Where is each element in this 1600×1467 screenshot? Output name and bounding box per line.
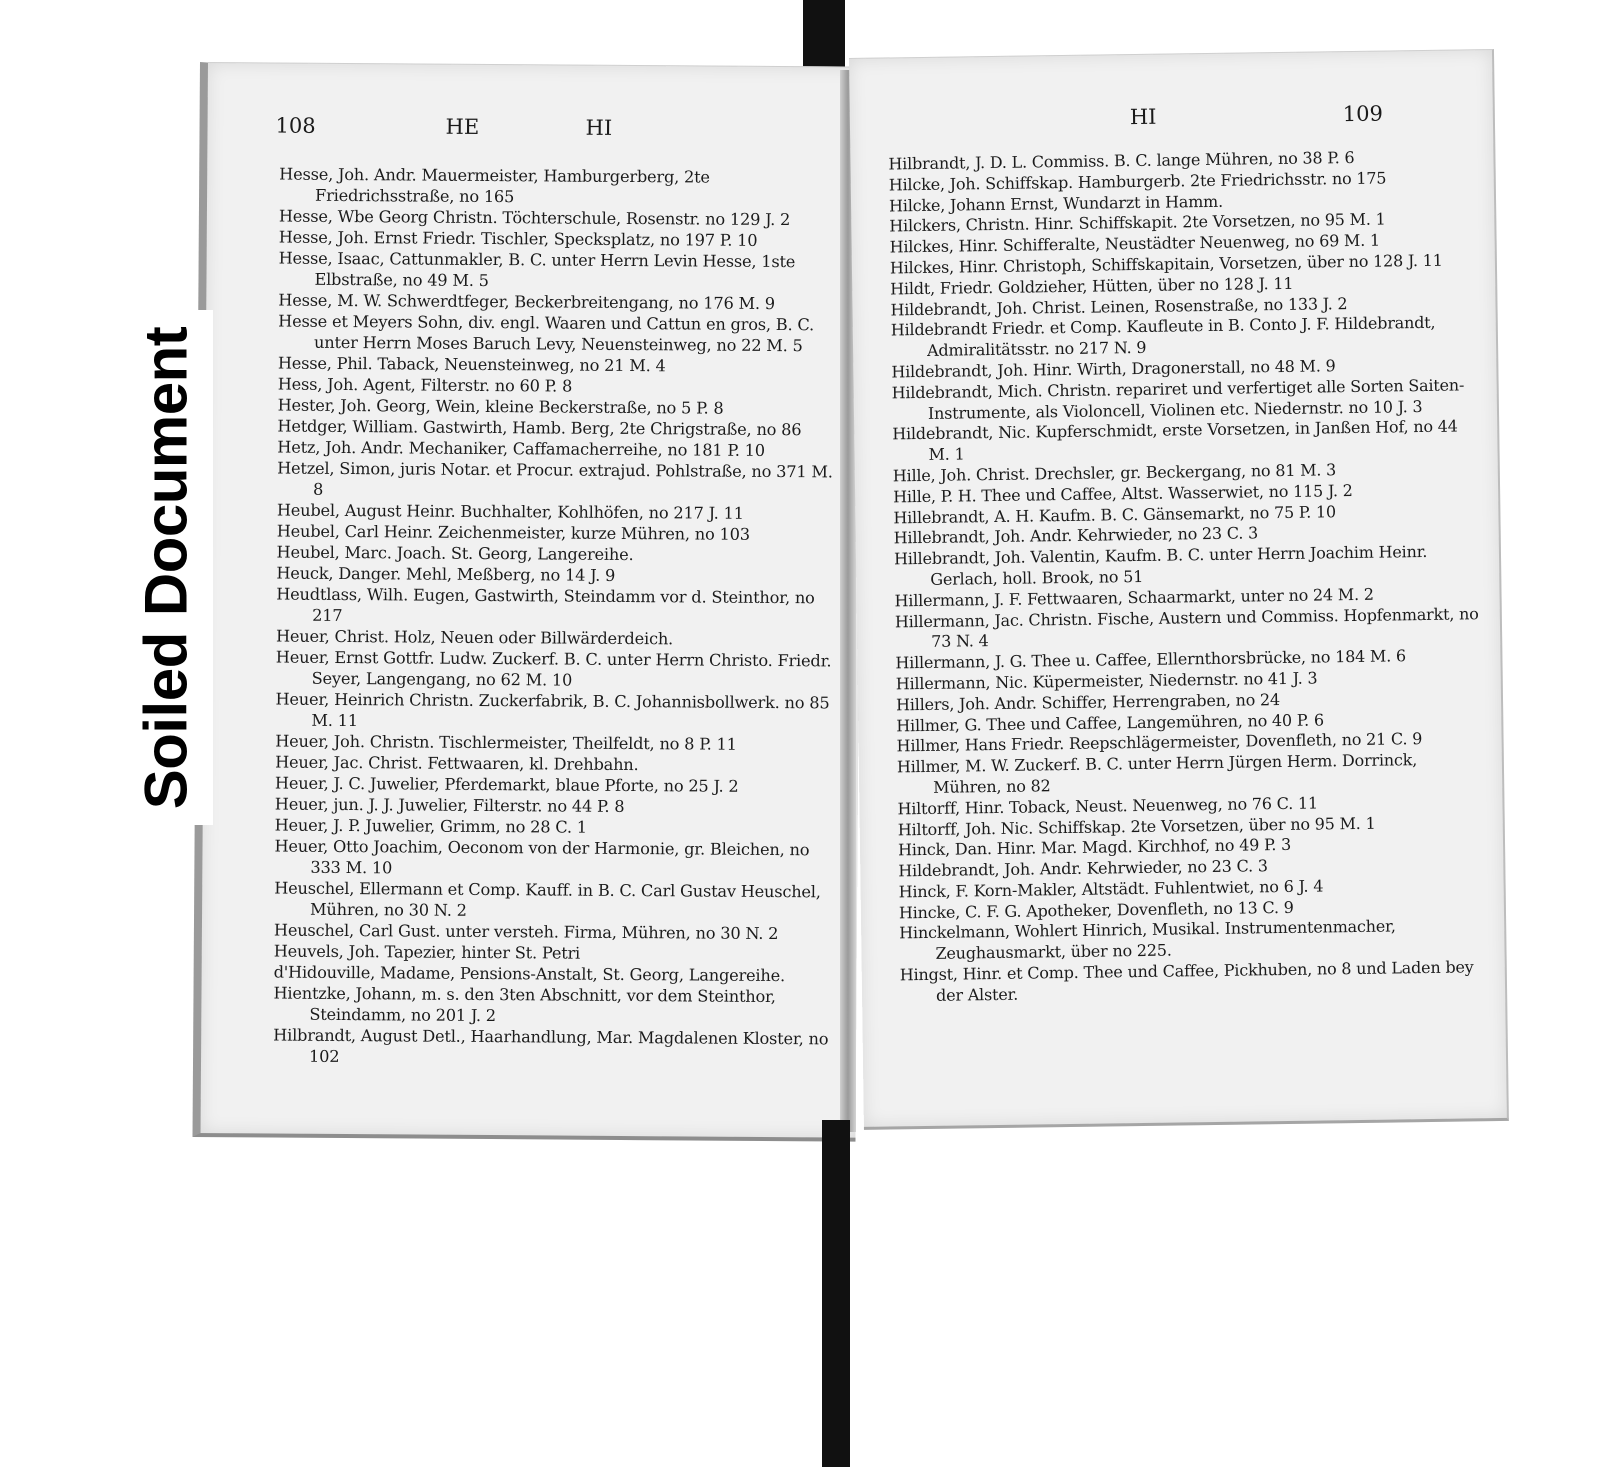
directory-entry: Hilckers, Christn. Hinr. Schiffskapit. 2te Vorsetzen, no 95 M. 1: [889, 209, 1386, 236]
directory-entry: Heubel, Carl Heinr. Zeichenmeister, kurze Mühren, no 103: [276, 521, 750, 544]
directory-entry: Hilbrandt, J. D. L. Commiss. B. C. lange Mühren, no 38 P. 6: [888, 147, 1355, 174]
directory-entry: Hesse, Wbe Georg Christn. Töchterschule, Rosenstr. no 129 J. 2: [278, 206, 791, 230]
directory-entry: Heubel, August Heinr. Buchhalter, Kohlhöfen, no 217 J. 11: [276, 500, 744, 523]
directory-entry: Heuer, J. P. Juwelier, Grimm, no 28 C. 1: [274, 815, 587, 837]
directory-entry: Hilckes, Hinr. Schifferalte, Neustädter Neuenweg, no 69 M. 1: [889, 230, 1381, 257]
directory-entry: Heubel, Marc. Joach. St. Georg, Langereihe.: [276, 542, 634, 565]
directory-entry: Hillermann, J. G. Thee u. Caffee, Ellernthorsbrücke, no 184 M. 6: [895, 646, 1407, 673]
directory-entry: Hilckes, Hinr. Christoph, Schiffskapitain, Vorsetzen, über no 128 J. 11: [889, 250, 1443, 278]
directory-entry: Hetzel, Simon, juris Notar. et Procur. extrajud. Pohlstraße, no 371 M. 8: [277, 458, 833, 499]
directory-entry: Hildebrandt, Joh. Christ. Leinen, Rosenstraße, no 133 J. 2: [890, 293, 1348, 320]
running-head-hi: HI: [585, 115, 613, 140]
directory-entry: Hilcke, Joh. Schiffskap. Hamburgerb. 2te Friedrichsstr. no 175: [888, 168, 1387, 195]
directory-entry: Hillermann, J. F. Fettwaaren, Schaarmarkt, unter no 24 M. 2: [894, 584, 1374, 611]
directory-entry: Hillmer, G. Thee und Caffee, Langemühren, no 40 P. 6: [896, 709, 1324, 735]
directory-entry: Hesse et Meyers Sohn, div. engl. Waaren und Cattun en gros, B. C. unter Herrn Moses Baruch Levy, Neuensteinweg, no 22 M. 5: [278, 311, 815, 356]
directory-entry: Hille, Joh. Christ. Drechsler, gr. Beckergang, no 81 M. 3: [892, 460, 1337, 486]
directory-entry: Heuer, Ernst Gottfr. Ludw. Zuckerf. B. C. unter Herrn Christo. Friedr. Seyer, Langengang, no 62 M. 10: [275, 647, 832, 690]
directory-entry: Heuer, Otto Joachim, Oeconom von der Harmonie, gr. Bleichen, no 333 M. 10: [274, 836, 810, 878]
directory-entry: Hildebrandt Friedr. et Comp. Kaufleute in B. Conto J. F. Hildebrandt, Admiralitätsstr. no 217 N. 9: [890, 313, 1436, 361]
directory-entry: Hesse, Joh. Andr. Mauermeister, Hamburgerberg, 2te Friedrichsstraße, no 165: [279, 164, 710, 207]
directory-entries-right: [888, 146, 1489, 1007]
directory-entry: Hesse, Isaac, Cattunmakler, B. C. unter Herrn Levin Hesse, 1ste Elbstraße, no 49 M. 5: [278, 248, 796, 291]
directory-entry: Heuvels, Joh. Tapezier, hinter St. Petri: [273, 941, 581, 963]
running-head-he: HE: [445, 114, 480, 139]
directory-entry: Hildebrandt, Nic. Kupferschmidt, erste Vorsetzen, in Janßen Hof, no 44 M. 1: [892, 416, 1458, 465]
directory-entry: Heuer, Heinrich Christn. Zuckerfabrik, B. C. Johannisbollwerk. no 85 M. 11: [275, 689, 830, 731]
directory-entry: d'Hidouville, Madame, Pensions-Anstalt, St. Georg, Langereihe.: [273, 962, 786, 986]
directory-entry: Hinckelmann, Wohlert Hinrich, Musikal. Instrumentenmacher, Zeughausmarkt, über no 225.: [899, 916, 1396, 964]
directory-entry: Hilbrandt, August Detl., Haarhandlung, Mar. Magdalenen Kloster, no 102: [273, 1025, 829, 1066]
directory-entry: Hientzke, Johann, m. s. den 3ten Abschnitt, vor dem Steinthor, Steindamm, no 201 J. 2: [273, 983, 776, 1026]
directory-entry: Heudtlass, Wilh. Eugen, Gastwirth, Steindamm vor d. Steinthor, no 217: [276, 584, 815, 626]
directory-entry: Hesse, M. W. Schwerdtfeger, Beckerbreitengang, no 176 M. 9: [278, 290, 775, 314]
directory-entry: Hiltorff, Hinr. Toback, Neust. Neuenweg, no 76 C. 11: [897, 793, 1319, 819]
directory-entry: Hillebrandt, Joh. Valentin, Kaufm. B. C. unter Herrn Joachim Heinr. Gerlach, holl. Brook, no 51: [893, 542, 1428, 589]
directory-entry: Hincke, C. F. G. Apotheker, Dovenfleth, no 13 C. 9: [898, 897, 1294, 923]
directory-entry: Hester, Joh. Georg, Wein, kleine Beckerstraße, no 5 P. 8: [277, 395, 724, 418]
directory-entry: Hetdger, William. Gastwirth, Hamb. Berg, 2te Chrigstraße, no 86: [277, 416, 802, 440]
directory-entry: Heuer, jun. J. J. Juwelier, Filterstr. no 44 P. 8: [274, 794, 625, 816]
left-page: [192, 62, 862, 1142]
directory-entry: Hillmer, M. W. Zuckerf. B. C. unter Herrn Jürgen Herm. Dorrinck, Mühren, no 82: [896, 750, 1418, 797]
directory-entry: Heuer, Christ. Holz, Neuen oder Billwärderdeich.: [275, 626, 674, 649]
directory-entry: Hildebrandt, Joh. Hinr. Wirth, Dragonerstall, no 48 M. 9: [891, 356, 1336, 382]
binding-strip-top: [803, 0, 845, 75]
soiled-document-text: Soiled Document: [132, 326, 199, 809]
directory-entry: Hillmer, Hans Friedr. Reepschlägermeister, Dovenfleth, no 21 C. 9: [896, 729, 1423, 756]
directory-entry: Hillebrandt, Joh. Andr. Kehrwieder, no 23 C. 3: [893, 523, 1259, 548]
directory-entry: Heuer, Joh. Christn. Tischlermeister, Theilfeldt, no 8 P. 11: [275, 731, 737, 754]
directory-entry: Hillermann, Jac. Christn. Fische, Austern und Commiss. Hopfenmarkt, no 73 N. 4: [894, 603, 1479, 652]
directory-entry: Hillermann, Nic. Küpermeister, Niedernstr. no 41 J. 3: [895, 668, 1318, 694]
directory-entry: Hingst, Hinr. et Comp. Thee und Caffee, Pickhuben, no 8 und Laden bey der Alster.: [899, 957, 1474, 1005]
directory-entry: Heuer, Jac. Christ. Fettwaaren, kl. Drehbahn.: [275, 752, 639, 775]
directory-entry: Hillebrandt, A. H. Kaufm. B. C. Gänsemarkt, no 75 P. 10: [893, 501, 1337, 527]
page-number-right: 109: [1342, 101, 1384, 127]
right-page: [849, 49, 1509, 1130]
directory-entry: Hille, P. H. Thee und Caffee, Altst. Wasserwiet, no 115 J. 2: [892, 480, 1353, 507]
directory-entry: Hildt, Friedr. Goldzieher, Hütten, über no 128 J. 11: [890, 273, 1294, 299]
right-page-header: [850, 100, 1493, 139]
directory-entry: Hildebrandt, Joh. Andr. Kehrwieder, no 23 C. 3: [898, 856, 1268, 881]
directory-entries-left: [273, 164, 844, 1071]
directory-entry: Hetz, Joh. Andr. Mechaniker, Caffamacherreihe, no 181 P. 10: [277, 437, 765, 460]
directory-entry: Hesse, Joh. Ernst Friedr. Tischler, Specksplatz, no 197 P. 10: [278, 227, 758, 250]
directory-entry: Heuschel, Carl Gust. unter versteh. Firma, Mühren, no 30 N. 2: [273, 920, 779, 944]
directory-entry: Hildebrandt, Mich. Christn. repariret und verfertiget alle Sorten Saiten-Instrumente, als Violoncell, Violinen etc. Niedernstr. no 10 J. 3: [891, 375, 1465, 423]
directory-entry: Heuer, J. C. Juwelier, Pferdemarkt, blaue Pforte, no 25 J. 2: [274, 773, 739, 796]
running-head-hi-right: HI: [1129, 104, 1157, 130]
directory-entry: Hilcke, Johann Ernst, Wundarzt in Hamm.: [888, 191, 1224, 216]
directory-entry: Heuck, Danger. Mehl, Meßberg, no 14 J. 9: [276, 563, 616, 585]
directory-entry: Hiltorff, Joh. Nic. Schiffskap. 2te Vorsetzen, über no 95 M. 1: [897, 813, 1376, 839]
directory-entry: Hinck, F. Korn-Makler, Altstädt. Fuhlentwiet, no 6 J. 4: [898, 876, 1324, 902]
directory-entry: Hillers, Joh. Andr. Schiffer, Herrengraben, no 24: [895, 689, 1281, 715]
directory-entry: Hesse, Phil. Taback, Neuensteinweg, no 21 M. 4: [277, 353, 666, 376]
binding-strip-bottom: [822, 1120, 850, 1467]
page-number-left: 108: [275, 113, 316, 138]
left-page-header: [207, 113, 862, 148]
soiled-document-label: [118, 310, 213, 825]
directory-entry: Heuschel, Ellermann et Comp. Kauff. in B. C. Carl Gustav Heuschel, Mühren, no 30 N. 2: [274, 878, 821, 920]
directory-entry: Hinck, Dan. Hinr. Mar. Magd. Kirchhof, no 49 P. 3: [897, 835, 1292, 860]
directory-entry: Hess, Joh. Agent, Filterstr. no 60 P. 8: [277, 374, 573, 396]
